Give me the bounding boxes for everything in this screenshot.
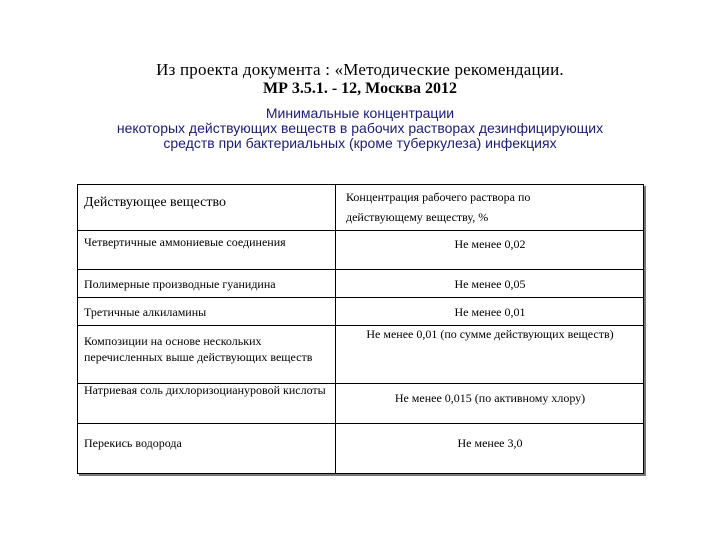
row-1-concentration: Не менее 0,02: [454, 237, 526, 251]
source-line-2: МР 3.5.1. - 12, Москва 2012: [262, 80, 458, 97]
row-divider: [78, 269, 643, 270]
concentration-table: [77, 184, 644, 474]
row-1-substance: Четвертичные аммониевые соединения: [84, 235, 286, 249]
row-3-concentration: Не менее 0,01: [454, 305, 526, 319]
title-line-3: средств при бактериальных (кроме туберкулеза) инфекциях: [163, 135, 557, 151]
document-source: [0, 60, 720, 98]
column-divider: [335, 185, 336, 473]
row-2-substance: Полимерные производные гуанидина: [84, 277, 276, 291]
row-4-concentration: Не менее 0,01 (по сумме действующих веществ): [366, 327, 614, 341]
row-4-substance: Композиции на основе нескольких перечисленных выше действующих веществ: [84, 334, 313, 364]
header-substance: Действующее вещество: [84, 195, 226, 210]
row-5-substance: Натриевая соль дихлоризоциануровой кислоты: [84, 383, 326, 397]
source-line-1: Из проекта документа : «Методические рекомендации.: [156, 60, 564, 79]
row-6-concentration: Не менее 3,0: [457, 436, 523, 450]
row-3-substance: Третичные алкиламины: [84, 305, 207, 319]
row-divider: [78, 423, 643, 424]
row-divider: [78, 297, 643, 298]
row-6-substance: Перекись водорода: [84, 436, 182, 450]
row-divider: [78, 325, 643, 326]
row-5-concentration: Не менее 0,015 (по активному хлору): [394, 391, 586, 405]
header-concentration: Концентрация рабочего раствора по действующему веществу, %: [346, 190, 531, 224]
title-line-2: некоторых действующих веществ в рабочих растворах дезинфицирующих: [116, 120, 604, 136]
title-line-1: Минимальные концентрации: [265, 105, 455, 121]
table-title: [0, 106, 720, 151]
row-2-concentration: Не менее 0,05: [454, 277, 526, 291]
row-divider: [78, 230, 643, 231]
